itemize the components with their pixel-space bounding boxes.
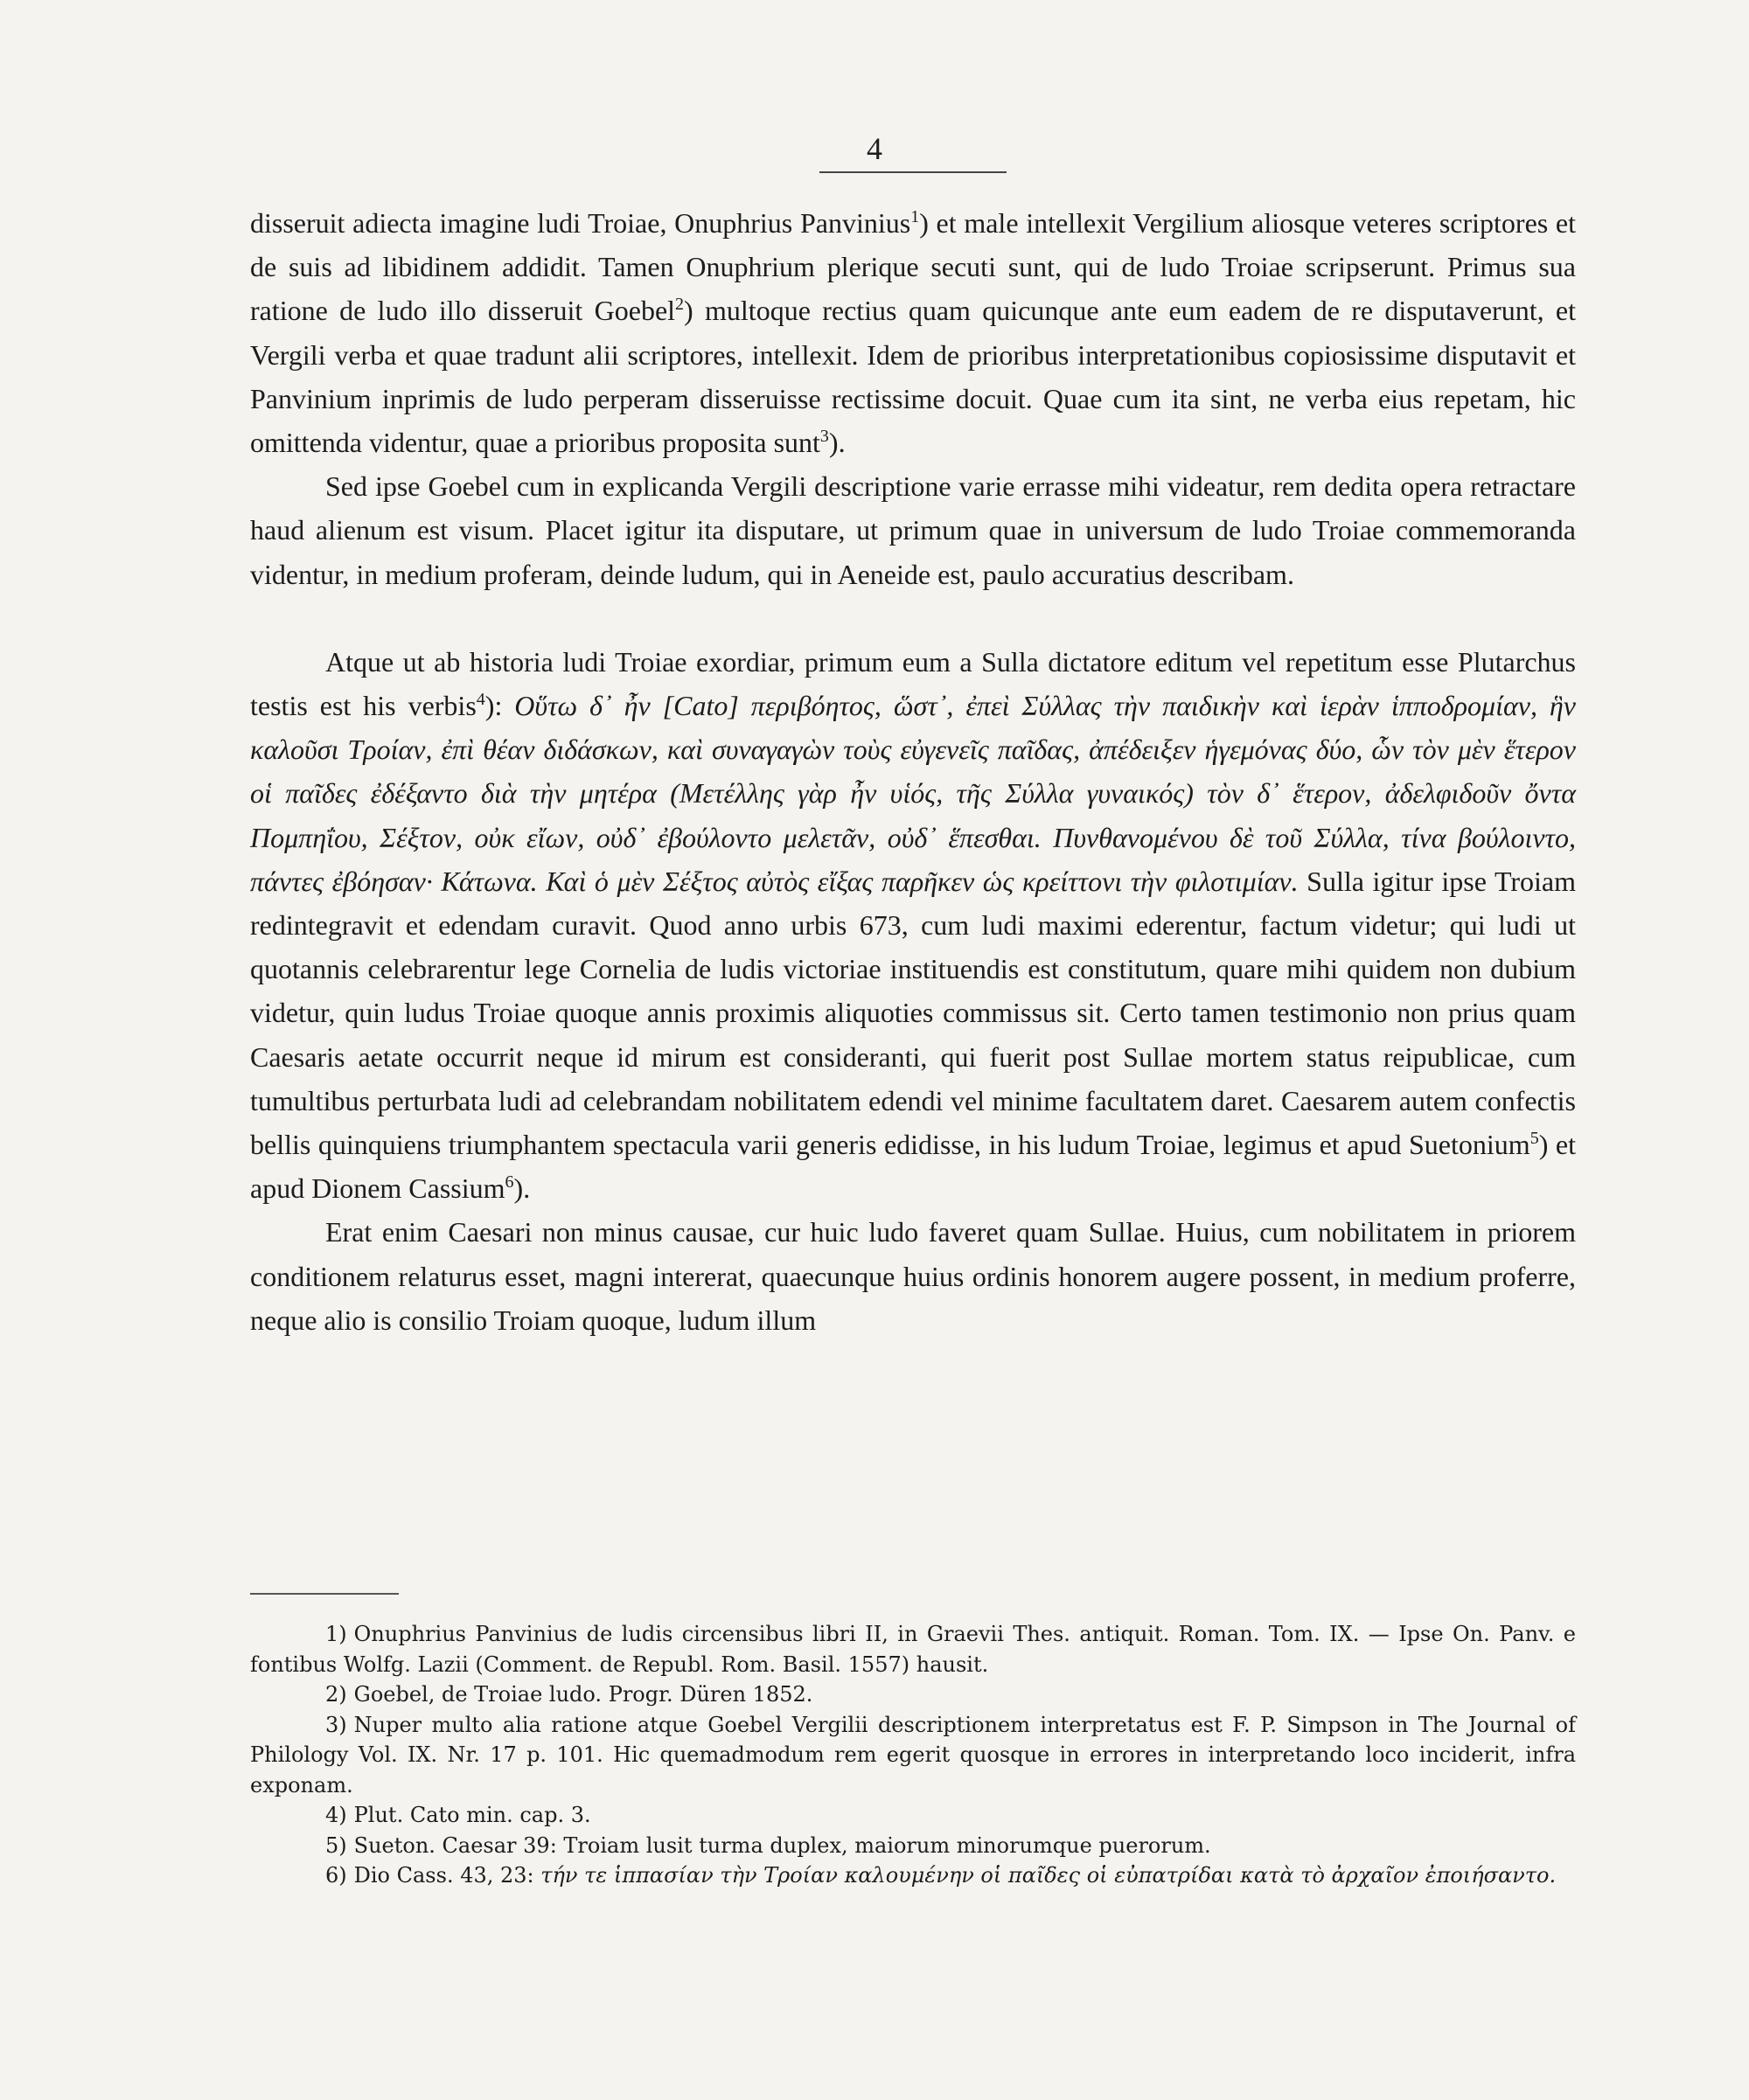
text-run: ) et apud Dionem Cassium [250, 1129, 1577, 1205]
text-run: ). [828, 427, 846, 459]
footnote-ref: 6 [505, 1172, 514, 1193]
footnotes [250, 1619, 1576, 1891]
text-run: Goebel, de Troiae ludo. Progr. Düren 1852. [353, 1682, 813, 1707]
text-run: ) et male intellexit Vergilium aliosque veteres scriptores et de suis ad libidinem addidit. Tamen Onuphrium plerique secuti sunt, qui de ludo Troiae scripserunt. Primus sua ratione de ludo illo disseruit Goebel [250, 207, 1577, 327]
footnote-6 [250, 1860, 1576, 1891]
text-run: ) multoque rectius quam quicunque ante eum eadem de re disputaverunt, et Vergili verba et quae tradunt alii scriptores, intellexit. Idem de prioribus interpretationibus copiosissime disputavit et Panvinium inprimis de ludo perperam disseruisse rectissime docuit. Quae cum ita sint, ne verba eius repetam, hic omittenda videntur, quae a prioribus proposita sunt [250, 295, 1577, 459]
text-run: ): [484, 690, 515, 722]
text-run: Atque ut ab historia ludi Troiae exordiar, primum eum a Sulla dictatore editum vel repetitum esse Plutarchus testis est his verbis [250, 645, 1576, 722]
text-run: Onuphrius Panvinius de ludis circensibus libri II, in Graevii Thes. antiquit. Roman. Tom. IX. — Ipse On. Panv. e fontibus Wolfg. Lazii (Comment. de Republ. Rom. Basil. 1557) hausit. [250, 1622, 1576, 1677]
greek-quotation: Οὕτω δ᾽ ἦν [Cato] περιβόητος, ὥστ᾽, ἐπεὶ Σύλλας τὴν παιδικὴν καὶ ἱερὰν ἱπποδρομίαν, ἣν καλοῦσι Τροίαν, ἐπὶ θέαν διδάσκων, καὶ συναγαγὼν τοὺς εὐγενεῖς παῖδας, ἀπέδειξεν ἡγεμόνας δύο, ὧν τὸν μὲν ἕτερον οἱ παῖδες ἐδέξαντο διὰ τὴν μητέρα (Μετέλλης γὰρ ἦν υἱός, τῆς Σύλλα γυναικός) τὸν δ᾽ ἕτερον, ἀδελφιδοῦν ὄντα Πομπηΐου, Σέξτον, οὐκ εἴων, οὐδ᾽ ἐβούλοντο μελετᾶν, οὐδ᾽ ἕπεσθαι. Πυνθανομένου δὲ τοῦ Σύλλα, τίνα βούλοιντο, πάντες ἐβόησαν· Κάτωνα. Καὶ ὁ μὲν Σέξτος αὐτὸς εἴξας παρῆκεν ὡς κρείττονι τὴν φιλοτιμίαν. [250, 690, 1577, 897]
footnote-number: 2) [325, 1682, 347, 1707]
text-run: Sulla igitur ipse Troiam redintegravit et edendam curavit. Quod anno urbis 673, cum ludi maximi ederentur, factum videtur; qui ludi ut quotannis celebrarentur lege Cornelia de ludis victoriae instituendis est constitutum, quare mihi quidem non dubium videtur, quin ludus Troiae quoque annis proximis aliquoties commissus sit. Certo tamen testimonio non prius quam Caesaris aetate occurrit neque id mirum est consideranti, qui fuerit post Sullae mortem status reipublicae, cum tumultibus perturbata ludi ad celebrandam nobilitatem edendi vel minime facultatem daret. Caesarem autem confectis bellis quinquiens triumphantem spectacula varii generis edidisse, in his ludum Troiae, legimus et apud Suetonium [250, 865, 1577, 1161]
paragraph-1 [250, 201, 1576, 464]
text-run: ). [513, 1172, 531, 1205]
footnote-5 [250, 1831, 1576, 1861]
text-run: Plut. Cato min. cap. 3. [353, 1803, 591, 1827]
footnote-3 [250, 1710, 1576, 1801]
footnote-2 [250, 1679, 1576, 1710]
footnote-number: 6) [325, 1863, 347, 1888]
text-run: Sueton. Caesar 39: Troiam lusit turma duplex, maiorum minorumque puerorum. [353, 1832, 1211, 1858]
greek-quotation: τήν τε ἱππασίαν τὴν Τροίαν καλουμένην οἱ παῖδες οἱ εὐπατρίδαι κατὰ τὸ ἀρχαῖον ἐποιήσαντο. [540, 1863, 1557, 1888]
paragraph-4 [250, 1210, 1576, 1342]
footnote-ref: 1 [910, 207, 920, 226]
footnote-number: 3) [325, 1712, 347, 1737]
footnote-4 [250, 1800, 1576, 1831]
text-run: Dio Cass. 43, 23: [353, 1863, 541, 1888]
footnote-number: 5) [325, 1832, 347, 1858]
text-run: Sed ipse Goebel cum in explicanda Vergili descriptione varie errasse mihi videatur, rem dedita opera retractare haud alienum est visum. Placet igitur ita disputare, ut primum quae in universum de ludo Troiae commemoranda videntur, in medium proferam, deinde ludum, qui in Aeneide est, paulo accuratius describam. [250, 470, 1576, 590]
footnote-ref: 4 [476, 690, 485, 710]
header-rule [819, 171, 1007, 173]
text-run: disseruit adiecta imagine ludi Troiae, Onuphrius Panvinius [250, 207, 911, 239]
footnote-1 [250, 1619, 1576, 1679]
paragraph-3 [250, 640, 1576, 1211]
text-run: Erat enim Caesari non minus causae, cur huic ludo faveret quam Sullae. Huius, cum nobilitatem in priorem conditionem relaturus esset, magni intererat, quaecunque huius ordinis honorem augere possent, in medium proferre, neque alio is consilio Troiam quoque, ludum illum [250, 1216, 1576, 1336]
body-text [250, 201, 1576, 1342]
footnote-rule [250, 1593, 399, 1595]
paragraph-2 [250, 464, 1576, 596]
footnote-ref: 5 [1530, 1129, 1539, 1149]
footnote-number: 4) [325, 1803, 347, 1827]
footnote-number: 1) [325, 1622, 347, 1646]
footnote-ref: 3 [819, 427, 829, 447]
page-number: 4 [867, 131, 882, 166]
footnote-ref: 2 [675, 295, 685, 315]
text-run: Nuper multo alia ratione atque Goebel Vergilii descriptionem interpretatus est F. P. Simpson in The Journal of Philology Vol. IX. Nr. 17 p. 101. Hic quemadmodum rem egerit quosque in errores in interpretando loco inciderit, infra exponam. [250, 1712, 1576, 1798]
